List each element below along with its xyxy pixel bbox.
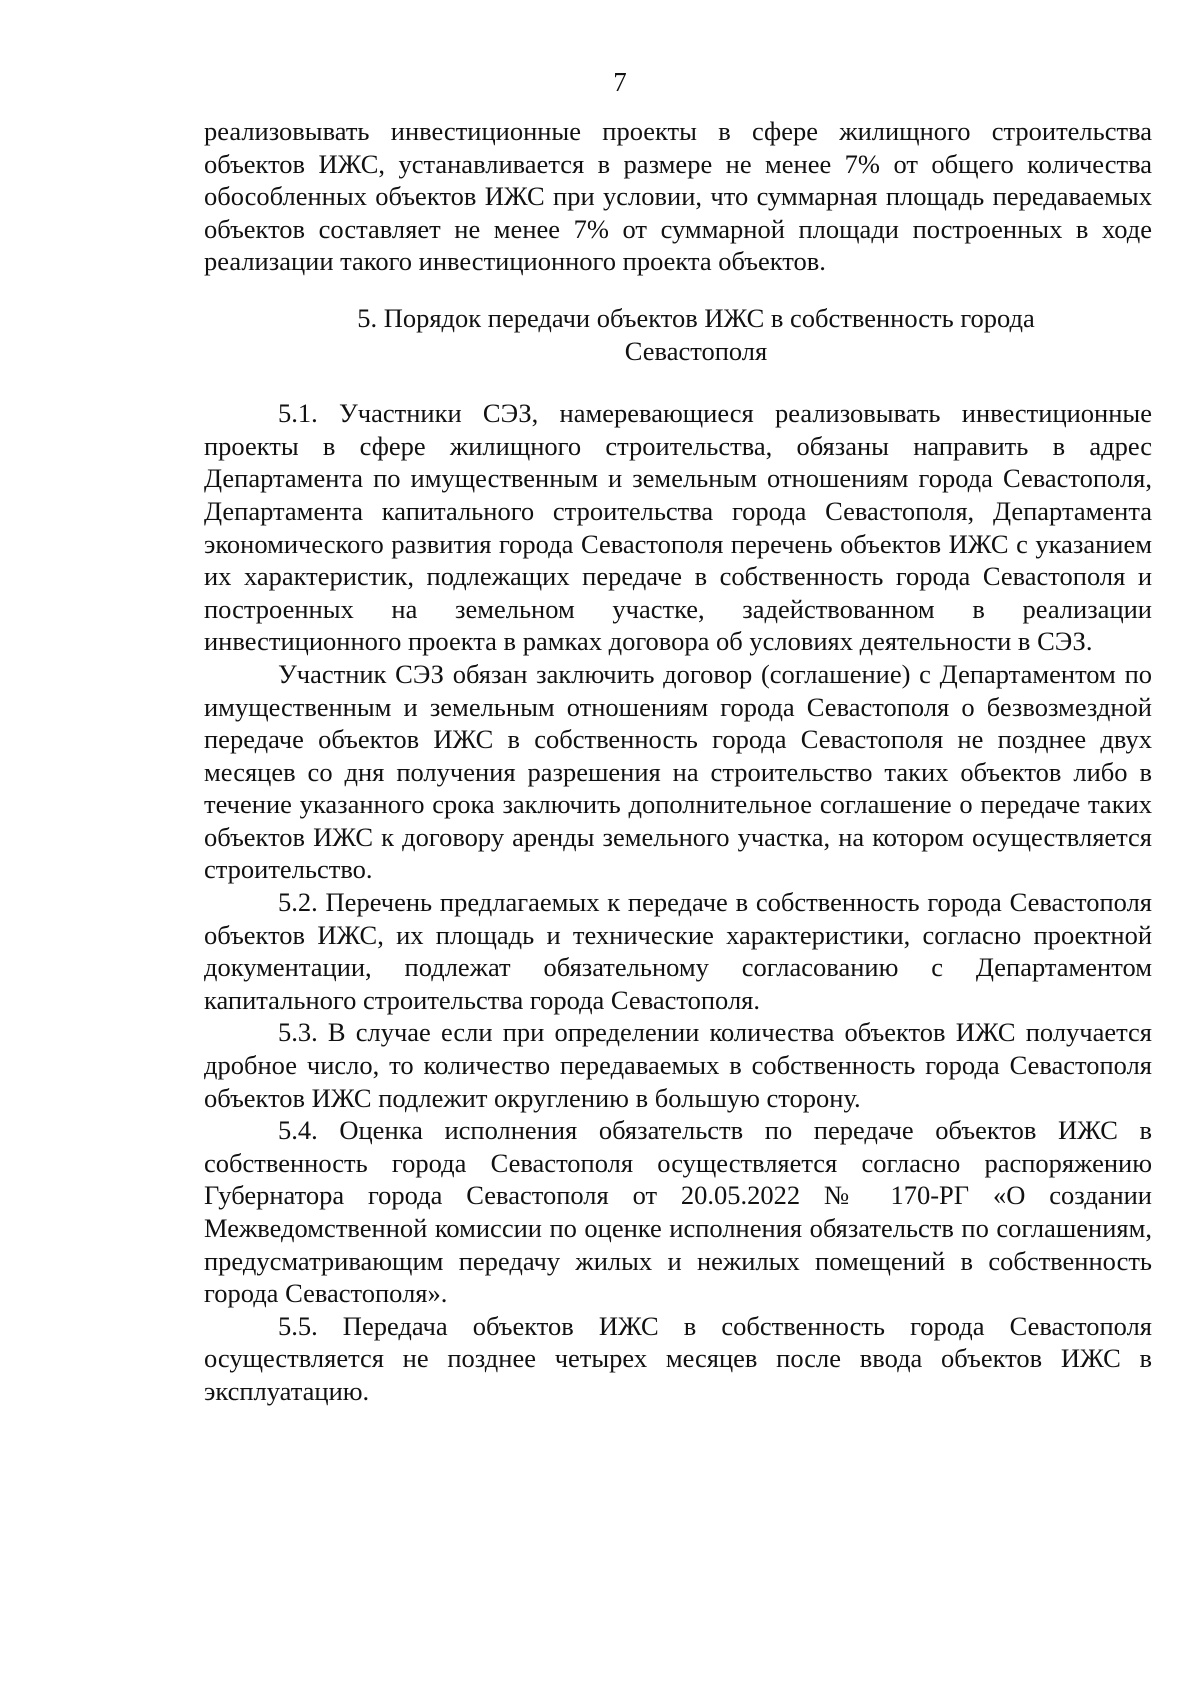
paragraph-participant-obligation: Участник СЭЗ обязан заключить договор (соглашение) с Департаментом по имущественным и земельным отношениям города Севастополя о безвозмездной передаче объектов ИЖС в собственность города Севастополя не позднее двух месяцев со дня получения разрешения на строительство таких объектов либо в течение указанного срока заключить дополнительное соглашение о передаче таких объектов ИЖС к договору аренды земельного участка, на котором осуществляется строительство.	[204, 658, 1152, 885]
paragraph-5-1: 5.1. Участники СЭЗ, намеревающиеся реализовывать инвестиционные проекты в сфере жилищного строительства, обязаны направить в адрес Департамента по имущественным и земельным отношениям города Севастополя, Департамента капитального строительства города Севастополя, Департамента экономического развития города Севастополя перечень объектов ИЖС с указанием их характеристик, подлежащих передаче в собственность города Севастополя и построенных на земельном участке, задействованном в реализации инвестиционного проекта в рамках договора об условиях деятельности в СЭЗ.	[204, 398, 1152, 657]
section-heading-line-2: Севастополя	[624, 335, 768, 366]
paragraph-5-2: 5.2. Перечень предлагаемых к передаче в собственность города Севастополя объектов ИЖС, их площадь и технические характеристики, согласно проектной документации, подлежат обязательному согласованию с Департаментом капитального строительства города Севастополя.	[204, 887, 1152, 1015]
paragraph-5-5: 5.5. Передача объектов ИЖС в собственность города Севастополя осуществляется не позднее четырех месяцев после ввода объектов ИЖС в эксплуатацию.	[204, 1310, 1152, 1406]
page-number: 7	[613, 67, 627, 97]
document-body	[204, 115, 1152, 1408]
paragraph-5-3: 5.3. В случае если при определении количества объектов ИЖС получается дробное число, то количество передаваемых в собственность города Севастополя объектов ИЖС подлежит округлению в большую сторону.	[204, 1017, 1152, 1113]
section-heading-line-1: 5. Порядок передачи объектов ИЖС в собственность города	[357, 302, 1035, 333]
paragraph-5-4: 5.4. Оценка исполнения обязательств по передаче объектов ИЖС в собственность города Севастополя осуществляется согласно распоряжению Губернатора города Севастополя от 20.05.2022 № 170-РГ «О создании Межведомственной комиссии по оценке исполнения обязательств по соглашениям, предусматривающим передачу жилых и нежилых помещений в собственность города Севастополя».	[204, 1115, 1152, 1309]
section-heading	[204, 302, 1152, 367]
intro-paragraph: реализовывать инвестиционные проекты в сфере жилищного строительства объектов ИЖС, устанавливается в размере не менее 7% от общего количества обособленных объектов ИЖС при условии, что суммарная площадь передаваемых объектов составляет не менее 7% от суммарной площади построенных в ходе реализации такого инвестиционного проекта объектов.	[204, 116, 1152, 277]
